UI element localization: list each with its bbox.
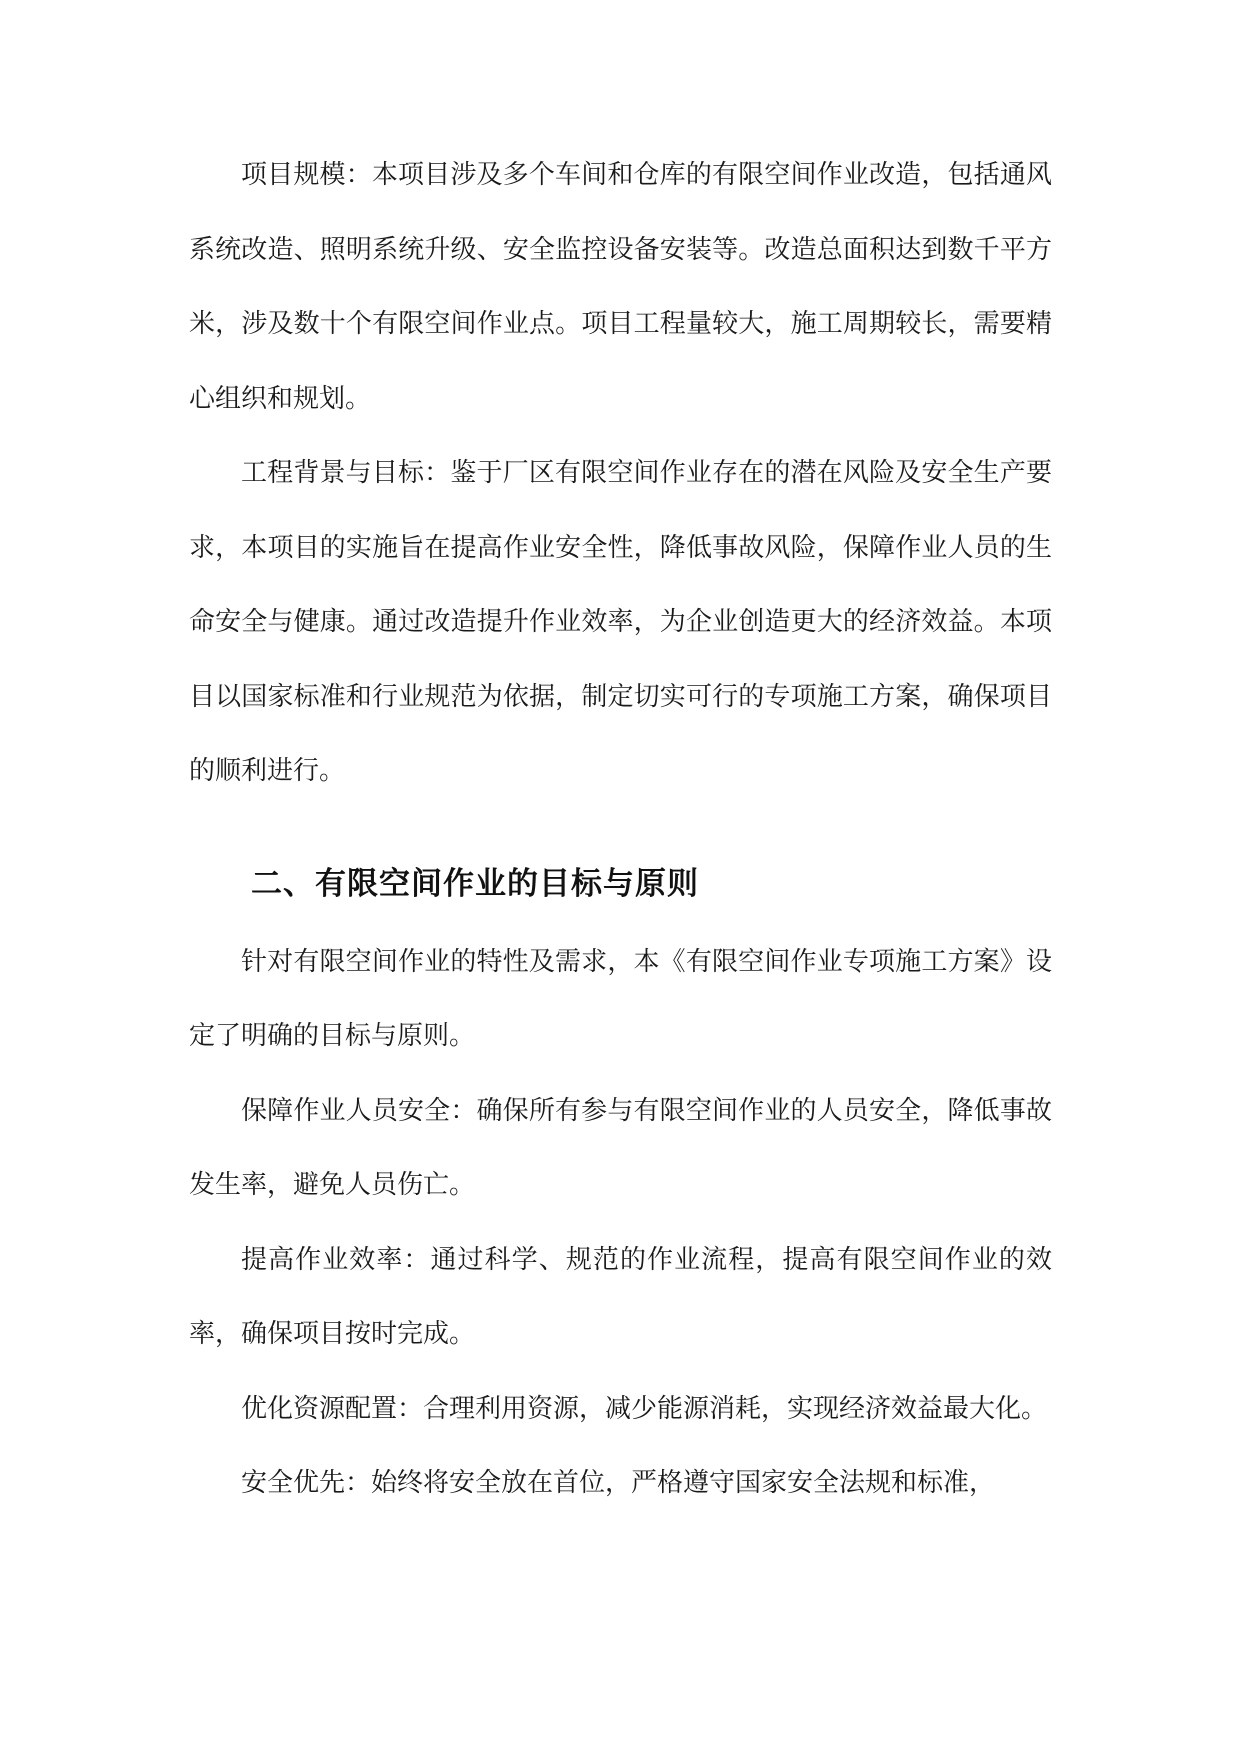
paragraph-efficiency: 提高作业效率：通过科学、规范的作业流程，提高有限空间作业的效率，确保项目按时完成。 [189, 1244, 1052, 1349]
paragraph-intro: 针对有限空间作业的特性及需求，本《有限空间作业专项施工方案》设定了明确的目标与原则。 [189, 946, 1052, 1051]
paragraph-personnel-safety: 保障作业人员安全：确保所有参与有限空间作业的人员安全，降低事故发生率，避免人员伤亡。 [189, 1095, 1052, 1200]
paragraph-safety-first: 安全优先：始终将安全放在首位，严格遵守国家安全法规和标准， [241, 1468, 996, 1498]
document-body [189, 138, 1052, 1521]
paragraph-background-goals: 工程背景与目标：鉴于厂区有限空间作业存在的潜在风险及安全生产要求，本项目的实施旨在提高作业安全性，降低事故风险，保障作业人员的生命安全与健康。通过改造提升作业效率，为企业创造更大的经济效益。本项目以国家标准和行业规范为依据，制定切实可行的专项施工方案，确保项目的顺利进行。 [189, 458, 1052, 786]
paragraph-resources: 优化资源配置：合理利用资源，减少能源消耗，实现经济效益最大化。 [241, 1393, 1048, 1424]
section-heading: 二、有限空间作业的目标与原则 [251, 865, 699, 902]
paragraph-project-scale: 项目规模：本项目涉及多个车间和仓库的有限空间作业改造，包括通风系统改造、照明系统升级、安全监控设备安装等。改造总面积达到数千平方米，涉及数十个有限空间作业点。项目工程量较大，施工周期较长，需要精心组织和规划。 [189, 160, 1052, 414]
